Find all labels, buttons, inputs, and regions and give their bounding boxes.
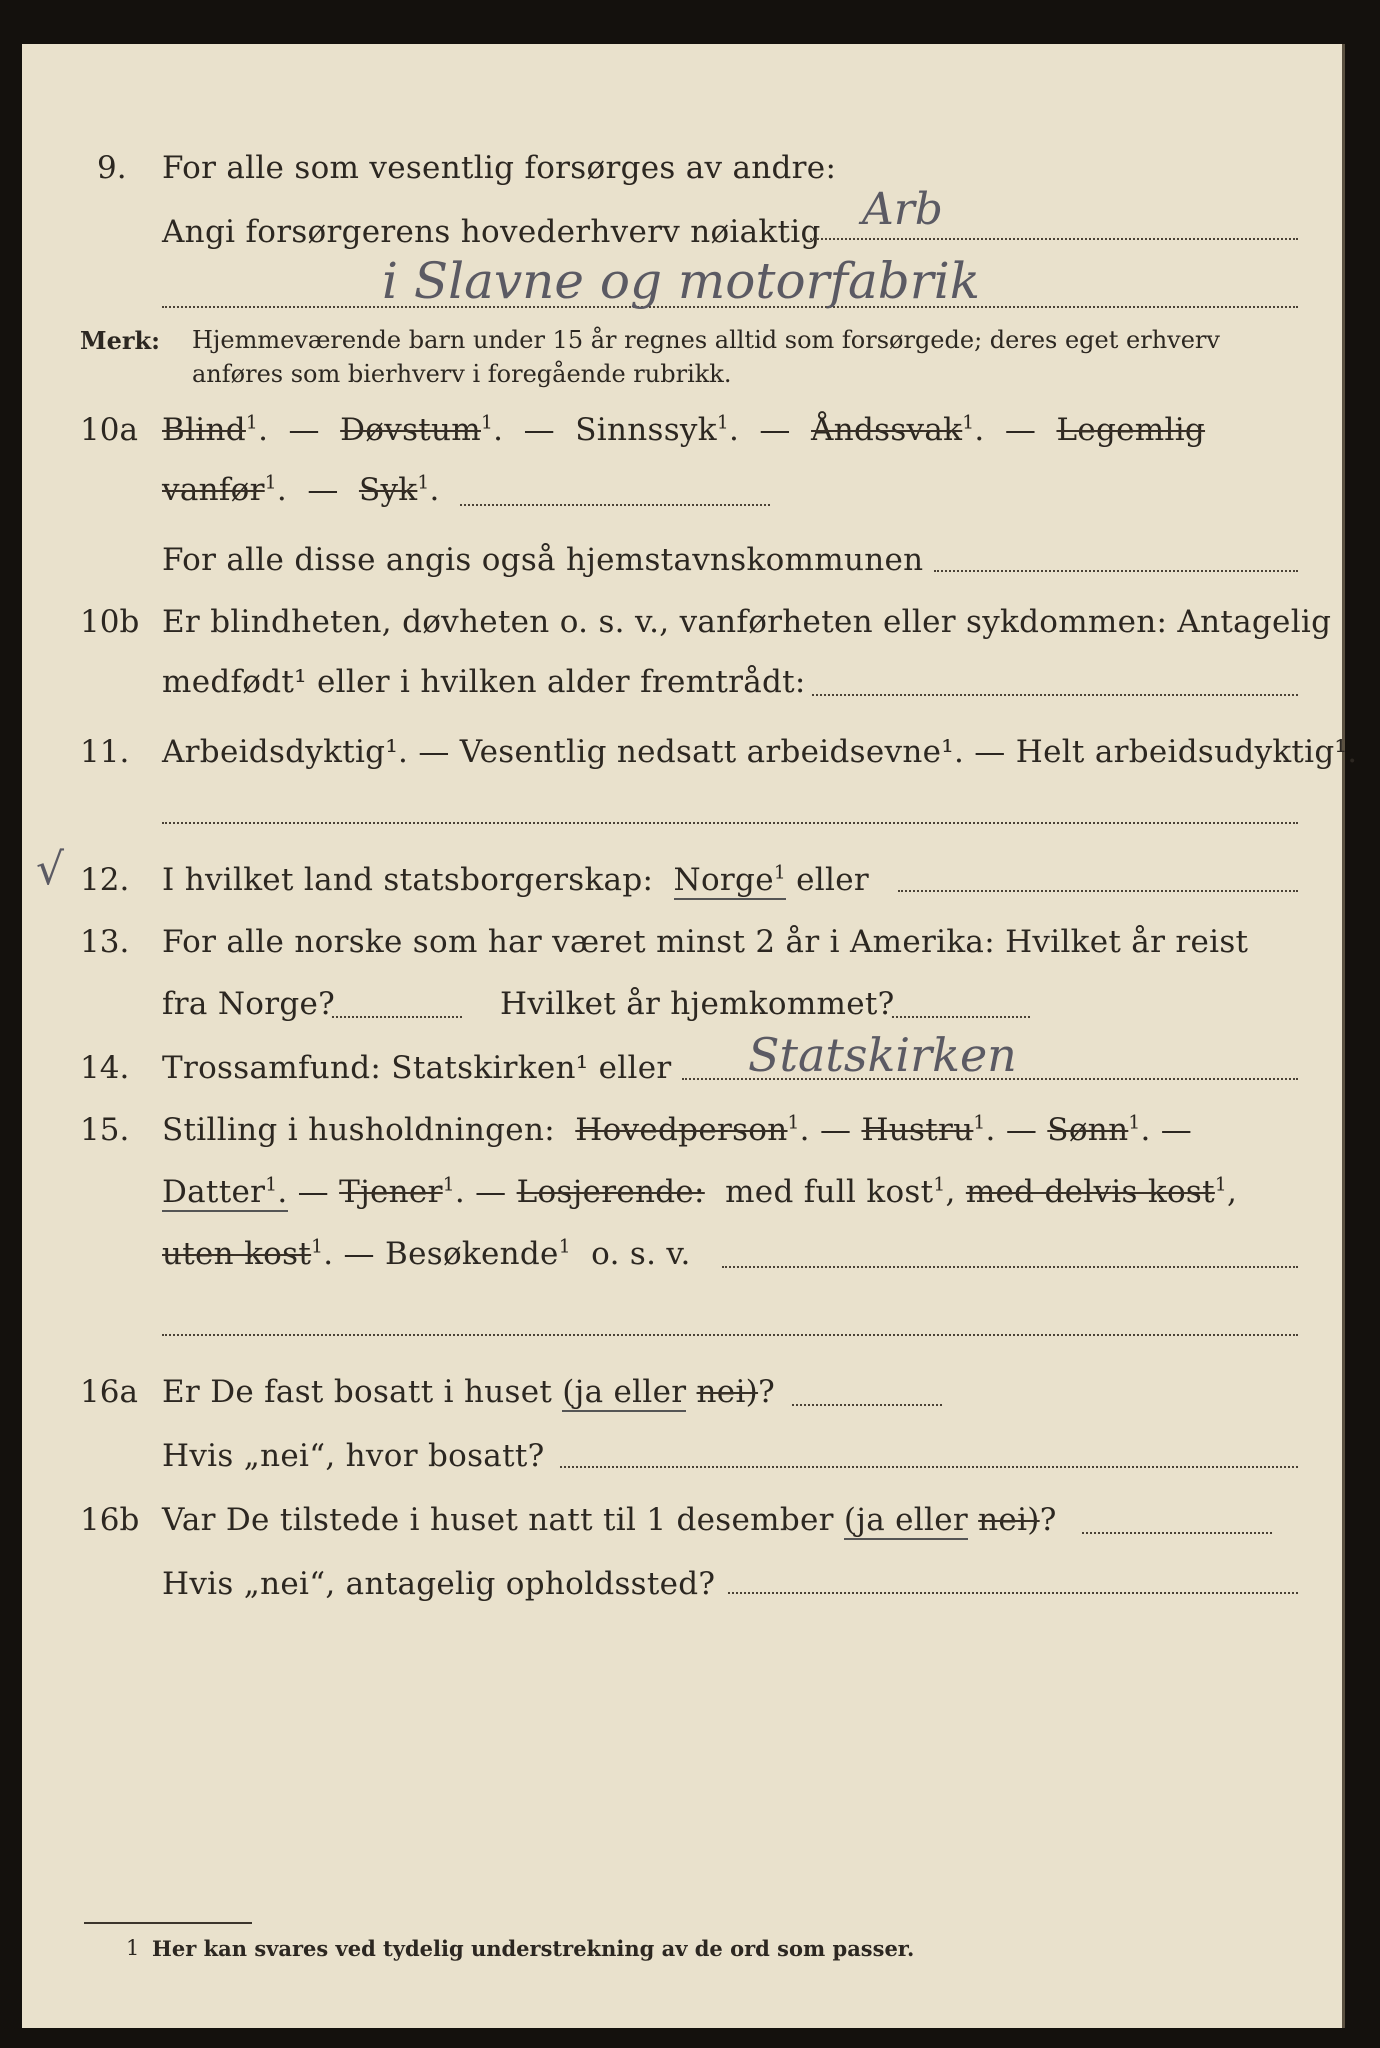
q16b-question: Var De tilstede i huset natt til 1 desember [162,1502,834,1538]
q10a-line1: Blind$^1$. — Døvstum$^1$. — Sinnssyk$^1$. — Åndssvak$^1$. — Legemlig [162,412,1206,448]
q16a-question: Er De fast bosatt i huset [162,1374,553,1410]
q16a-bosatt-line [560,1466,1298,1468]
option-nei: nei) [696,1374,759,1410]
option-blind: Blind [162,412,246,448]
option-hustru: Hustru [861,1112,974,1148]
q15-number: 15. [80,1112,130,1148]
q10a-hjemstavn-line [934,570,1298,572]
q12-line [162,862,869,898]
q16b-opholdssted-line [728,1592,1298,1594]
q12-answer-line [898,890,1298,892]
q15-line2: Datter$^1$. — Tjener$^1$. — Losjerende: med full kost$^1$, med delvis kost$^1$, [162,1174,1238,1210]
q15-prefix: Stilling i husholdningen: [162,1112,555,1148]
q15-line3: uten kost$^1$. — Besøkende$^1$ o. s. v. [162,1236,691,1272]
merk-label: Merk: [80,326,160,355]
option-losjerende: Losjerende: [516,1174,705,1210]
q13-reist-line [332,1016,462,1018]
q9-handwritten-2: i Slavne og motorfabrik [382,252,980,310]
q11-line1: Arbeidsdyktig¹. — Vesentlig nedsatt arbeidsevne¹. — Helt arbeidsudyktig¹. [162,734,1358,770]
q16a-answer-line [792,1404,942,1406]
q15-answer-line-1 [722,1266,1298,1268]
q12-eller: eller [796,862,869,898]
q13-line2a: fra Norge? [162,986,336,1022]
q16b-answer-line [1082,1532,1272,1534]
option-besokende: Besøkende [385,1236,559,1272]
q16a-line2: Hvis „nei“, hvor bosatt? [162,1438,545,1474]
q13-line1: For alle norske som har været minst 2 år i Amerika: Hvilket år reist [162,924,1249,960]
option-sinnssyk: Sinnssyk [575,412,717,448]
option-med-full-kost: med full kost [725,1174,934,1210]
q10a-number: 10a [80,412,138,448]
footnote-mark: 1 [126,1936,140,1960]
q10a-line3: For alle disse angis også hjemstavnskommunen [162,542,924,578]
q10a-answer-line [460,504,770,506]
q12-number: 12. [80,862,130,898]
q11-number: 11. [80,734,130,770]
q10b-answer-line [812,694,1298,696]
q15-line1: Stilling i husholdningen: Hovedperson$^1$. — Hustru$^1$. — Sønn$^1$. — [162,1112,1193,1148]
merk-line1: Hjemmeværende barn under 15 år regnes alltid som forsørgede; deres eget erhverv [192,326,1220,354]
q9-line1: For alle som vesentlig forsørges av andre: [162,150,837,186]
option-sonn: Sønn [1047,1112,1129,1148]
checkmark-icon: √ [36,844,65,895]
option-ja: (ja eller [562,1374,687,1410]
q14-number: 14. [80,1050,130,1086]
q9-answer-line-1 [810,238,1298,240]
q16b-number: 16b [80,1502,140,1538]
option-andssvak: Åndssvak [811,412,963,448]
option-uten-kost: uten kost [162,1236,312,1272]
q13-hjemkommet-line [892,1016,1030,1018]
q11-answer-line [162,822,1298,824]
q9-number: 9. [97,150,127,186]
merk-line2: anføres som bierhverv i foregående rubrikk. [192,360,732,388]
q9-handwritten-1: Arb [862,184,943,235]
option-vanfor: vanfør [162,472,265,508]
q16a-qmark: ? [758,1374,775,1410]
option-ja: (ja eller [843,1502,968,1538]
q14-handwritten: Statskirken [748,1028,1017,1082]
footnote-rule [84,1922,252,1924]
q13-line2b: Hvilket år hjemkommet? [500,986,895,1022]
option-legemlig: Legemlig [1056,412,1206,448]
option-syk: Syk [358,472,418,508]
option-datter: Datter$^1$. [162,1174,288,1210]
q10b-line1: Er blindheten, døvheten o. s. v., vanførheten eller sykdommen: Antagelig [162,604,1332,640]
q14-line: Trossamfund: Statskirken¹ eller [162,1050,672,1086]
option-norge: Norge$^1$ [673,862,786,898]
q13-number: 13. [80,924,130,960]
q15-osv: o. s. v. [591,1236,691,1272]
option-hovedperson: Hovedperson [575,1112,788,1148]
q16b-line2: Hvis „nei“, antagelig opholdssted? [162,1566,716,1602]
q10b-line2: medfødt¹ eller i hvilken alder fremtrådt: [162,664,806,700]
q15-answer-line-2 [162,1334,1298,1336]
q16a-line1 [162,1374,775,1410]
option-nei: nei) [978,1502,1040,1538]
option-dovstum: Døvstum [340,412,481,448]
q16b-qmark: ? [1039,1502,1057,1538]
q16a-number: 16a [80,1374,138,1410]
option-med-delvis-kost: med delvis kost [965,1174,1215,1210]
q16b-line1 [162,1502,1057,1538]
q12-prefix: I hvilket land statsborgerskap: [162,862,654,898]
footnote-text: Her kan svares ved tydelig understrekning av de ord som passer. [152,1936,915,1961]
q10a-line2: vanfør$^1$. — Syk$^1$. [162,472,440,508]
q9-line2: Angi forsørgerens hovederhverv nøiaktig [162,214,821,250]
option-tjener: Tjener [339,1174,443,1210]
q10b-number: 10b [80,604,140,640]
census-form-page [22,44,1358,2028]
